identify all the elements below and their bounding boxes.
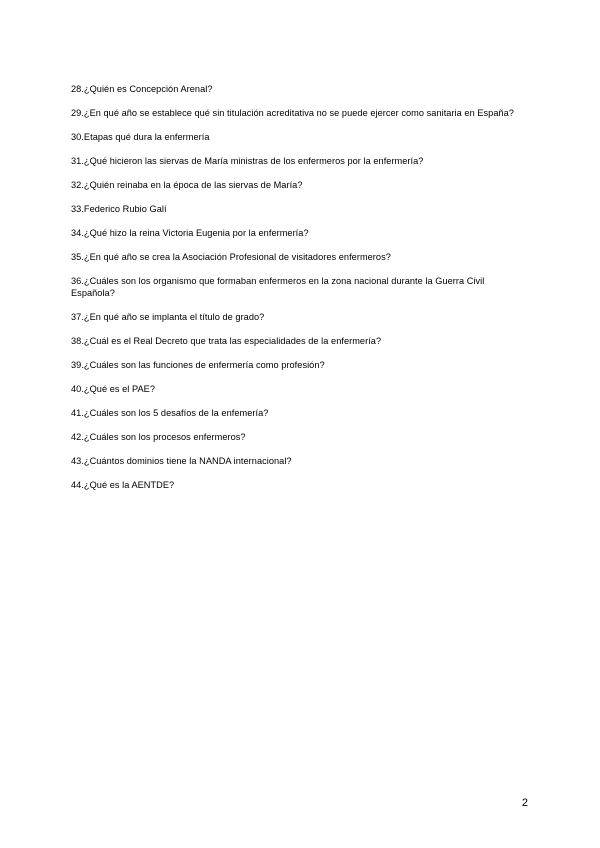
- question-item: 33.Federico Rubio Galí: [71, 204, 167, 214]
- question-item: 34.¿Qué hizo la reina Victoria Eugenia por la enfermería?: [71, 228, 309, 238]
- question-item: 44.¿Qué es la AENTDE?: [71, 479, 175, 490]
- question-item: 32.¿Quién reinaba en la época de las siervas de María?: [71, 180, 303, 190]
- question-item: 37.¿En qué año se implanta el título de grado?: [71, 311, 265, 322]
- question-item: 39.¿Cuáles son las funciones de enfermería como profesión?: [71, 359, 325, 370]
- question-item: 38.¿Cuál es el Real Decreto que trata las especialidades de la enfermería?: [71, 335, 382, 346]
- question-item: 43.¿Cuántos dominios tiene la NANDA internacional?: [71, 455, 292, 466]
- question-item: 36.¿Cuáles son los organismo que formaban enfermeros en la zona nacional durante la Guerra Civil Española?: [71, 276, 485, 298]
- question-item: 31.¿Qué hicieron las siervas de María ministras de los enfermeros por la enfermería?: [71, 156, 424, 166]
- question-item: 30.Etapas qué dura la enfermería: [71, 132, 210, 142]
- page-number: 2: [521, 797, 528, 809]
- question-item: 42.¿Cuáles son los procesos enfermeros?: [71, 431, 246, 442]
- question-item: 28.¿Quién es Concepción Arenal?: [71, 84, 213, 94]
- question-item: 41.¿Cuáles son los 5 desafíos de la enfemería?: [71, 407, 269, 418]
- question-item: 29.¿En qué año se establece qué sin titulación acreditativa no se puede ejercer como sanitaria en España?: [71, 108, 514, 118]
- question-item: 35.¿En qué año se crea la Asociación Profesional de visitadores enfermeros?: [71, 252, 391, 262]
- question-list: [71, 84, 526, 504]
- question-item: 40.¿Qué es el PAE?: [71, 383, 155, 394]
